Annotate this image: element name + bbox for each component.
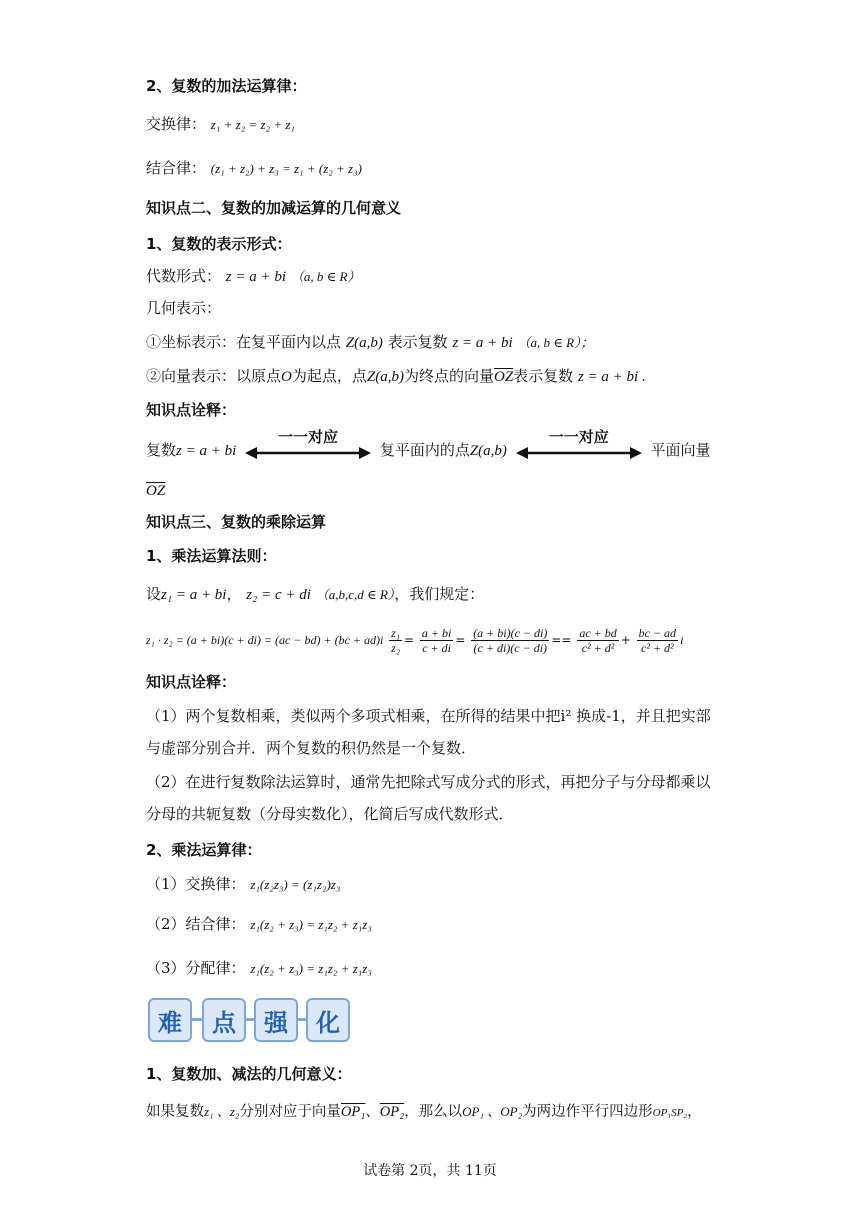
geo-text-2: 分别对应于向量 (239, 1104, 341, 1120)
coordinate-formula: z = a + bi (452, 335, 513, 351)
correspondence-line (146, 428, 711, 461)
badge-char-1: 难 (148, 998, 192, 1042)
law-3-formula: z₁(z₂ + z₃) = z₁z₂ + z₁z₃ (250, 961, 372, 976)
corr-mid-formula: Z(a,b) (469, 443, 507, 459)
badge-char-3: 强 (254, 998, 298, 1042)
vector-formula: z = a + bi . (577, 369, 646, 385)
commutative-formula: z₁ + z₂ = z₂ + z₁ (210, 117, 295, 132)
note-2-title: 知识点诠释： (146, 673, 237, 691)
algebraic-formula: z = a + bi (225, 269, 287, 285)
div-f4-den: c² + d² (641, 641, 674, 655)
law-1-line (146, 874, 340, 895)
origin-O: O (281, 369, 292, 385)
section-title-addition-laws: 2、复数的加法运算律： (146, 77, 307, 95)
div-f2-den: (c + di)(c − di) (473, 641, 548, 655)
div-fraction-2 (471, 626, 549, 655)
corr-OZ: $\overline{OZ}$ (146, 483, 166, 499)
note-2-paragraph-1a: （1）两个复数相乘，类似两个多项式相乘，在所得的结果中把i² 换成-1，并且把实部 (146, 707, 711, 725)
algebraic-condition: （a, b ∈ R） (290, 269, 361, 284)
geo-vec-1: OP₁ (340, 1104, 366, 1120)
geometric-label: 几何表示： (146, 299, 222, 317)
arrow-label-1: 一一对应 (278, 428, 339, 446)
note-2-paragraph-2a: （2）在进行复数除法运算时，通常先把除式写成分式的形式，再把分子与分母都乘以 (146, 773, 711, 791)
badge-char-2: 点 (202, 998, 246, 1042)
div-fraction-4 (637, 626, 678, 655)
double-arrow-1 (245, 428, 371, 461)
setup-line (146, 584, 484, 605)
page-footer: 试卷第 2页，共 11页 (363, 1163, 497, 1179)
div-f1-num: a + bi (421, 626, 452, 640)
geo-sep: 、 (365, 1104, 380, 1120)
setup-text-2: ，我们规定： (394, 585, 485, 603)
badge-char-4: 化 (306, 998, 350, 1042)
div-f4-num: bc − ad (638, 626, 677, 640)
div-i: i (680, 633, 684, 647)
knowledge-point-2-title: 知识点二、复数的加减运算的几何意义 (146, 199, 402, 217)
vector-OZ: $\overline{OZ}$ (493, 369, 514, 385)
representation-title: 1、复数的表示形式： (146, 235, 292, 253)
setup-condition: （a,b,c,d ∈ R） (315, 587, 395, 602)
associative-label: 结合律： (146, 159, 207, 177)
law-3-line (146, 958, 372, 979)
law-2-line (146, 914, 372, 935)
setup-z2: z₂ = c + di (246, 587, 311, 603)
coordinate-point: Z(a,b) (345, 335, 383, 351)
associative-formula: (z₁ + z₂) + z₃ = z₁ + (z₂ + z₃) (210, 161, 362, 176)
vector-text-3: 为终点的向量 (403, 367, 494, 385)
div-f3-num: ac + bd (579, 626, 617, 640)
corr-OZ-line (146, 480, 165, 501)
vector-point: Z(a,b) (366, 369, 404, 385)
div-f2-num: (a + bi)(c − di) (473, 626, 548, 640)
law-1-label: （1）交换律： (146, 875, 246, 893)
geometric-meaning-line (146, 1102, 702, 1123)
corr-right-text: 平面向量 (650, 441, 711, 459)
geo-z: z₁ 、z₂ (204, 1104, 240, 1119)
setup-text-1: 设 (146, 585, 162, 603)
div-z2: z₂ (391, 641, 400, 655)
geo-vec-2: OP₂ (379, 1104, 405, 1120)
multiplication-laws-title: 2、乘法运算律： (146, 841, 262, 859)
geo-text-4: 为两边作平行四边形 (522, 1104, 653, 1120)
commutative-label: 交换律： (146, 115, 207, 133)
law-2-label: （2）结合律： (146, 915, 246, 933)
setup-z1: z₁ = a + bi (161, 587, 227, 603)
double-arrow-2 (516, 428, 642, 461)
commutative-law-line (146, 114, 295, 135)
corr-mid-text: 复平面内的点 (379, 441, 470, 459)
knowledge-point-3-title: 知识点三、复数的乘除运算 (146, 513, 327, 531)
geo-text-3: ，那么以 (404, 1104, 463, 1120)
law-2-formula: z₁(z₂ + z₃) = z₁z₂ + z₁z₃ (250, 917, 372, 932)
div-fraction-1 (420, 626, 453, 655)
coordinate-condition: （a, b ∈ R）； (517, 335, 594, 350)
geo-segments: OP₁ 、OP₂ (462, 1104, 523, 1119)
div-f3-den: c² + d² (581, 641, 615, 655)
geo-end: ， (687, 1104, 702, 1120)
div-f1-den: c + di (422, 641, 451, 655)
note-1-title: 知识点诠释： (146, 401, 237, 419)
corr-left-text: 复数 (146, 441, 177, 459)
law-1-formula: z₁(z₂z₃) = (z₁z₂)z₃ (250, 877, 341, 892)
coordinate-text: ①坐标表示：在复平面内以点 (146, 333, 342, 351)
associative-law-line (146, 158, 362, 179)
product-formula: z₁ · z₂ = (a + bi)(c + di) = (ac − bd) + (bc + ad)i (146, 633, 384, 647)
geo-text-1: 如果复数 (146, 1104, 204, 1120)
law-3-label: （3）分配律： (146, 959, 246, 977)
setup-separator: ， (226, 585, 242, 603)
vector-text-2: 为起点，点 (291, 367, 367, 385)
geo-parallelogram: OP₁SP₂ (652, 1107, 688, 1119)
product-division-formula-line: z₁ · z₂ = (a + bi)(c + di) = (ac − bd) + (bc + ad)i $\frac{\text{z₁}}{\text{z₂}}$ = $\frac{a + bi}{c + di}$ = $\frac{(a + bi)(c - di)}{(c + di)(c - di)}$ == $\frac{ac + bd}{\text{c² + d²}}$ + $\frac{bc - ad}{\text{c² + d²}}$ i (146, 626, 684, 655)
vector-text-4: 表示复数 (513, 367, 574, 385)
arrow-label-2: 一一对应 (548, 428, 609, 446)
algebraic-form-line (146, 266, 360, 287)
vector-representation-line (146, 366, 646, 387)
corr-left-formula: z = a + bi (176, 443, 237, 459)
multiplication-rule-title: 1、乘法运算法则： (146, 547, 277, 565)
div-z-fraction (389, 626, 402, 655)
coordinate-representation-line (146, 332, 594, 353)
div-z1: z₁ (391, 626, 400, 640)
coordinate-mid-text: 表示复数 (387, 333, 448, 351)
algebraic-label: 代数形式： (146, 267, 222, 285)
geometric-meaning-title: 1、复数加、减法的几何意义： (146, 1065, 352, 1083)
div-fraction-3 (577, 626, 618, 655)
note-2-paragraph-1b: 与虚部分别合并．两个复数的积仍然是一个复数． (146, 739, 477, 757)
vector-text-1: ②向量表示：以原点 (146, 367, 282, 385)
note-2-paragraph-2b: 分母的共轭复数（分母实数化），化简后写成代数形式． (146, 805, 514, 823)
